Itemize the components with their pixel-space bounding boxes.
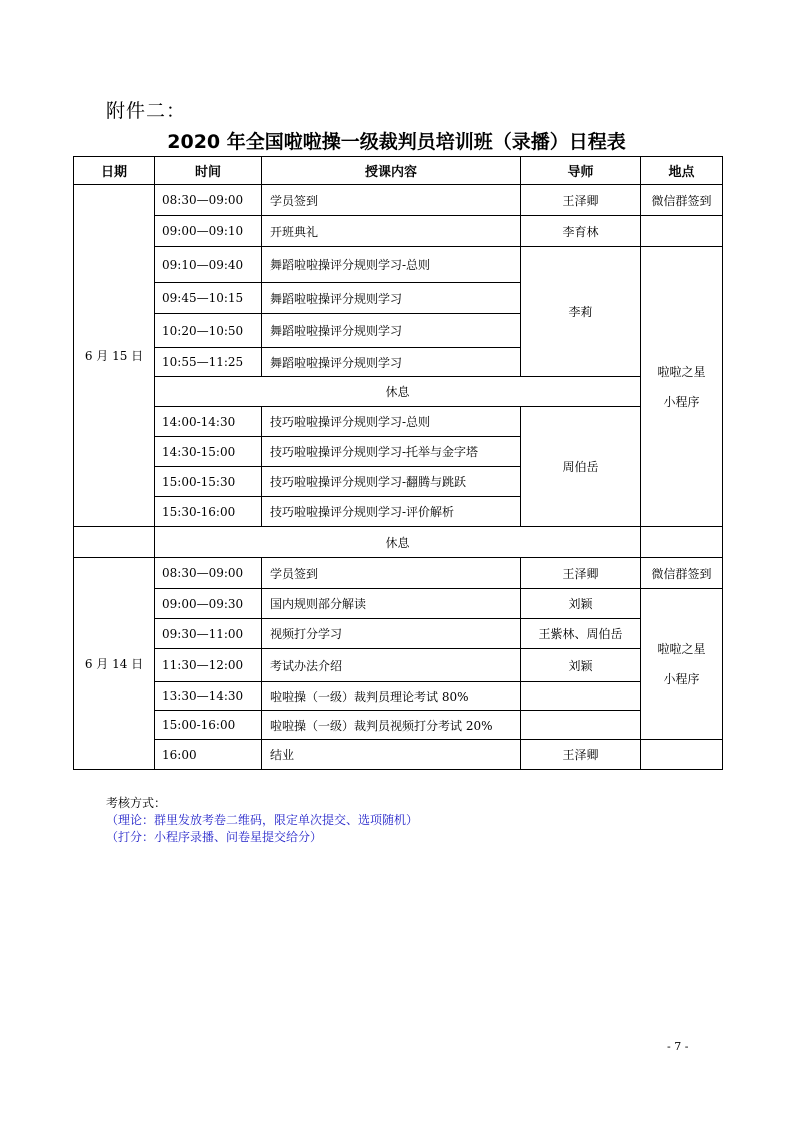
teacher-cell: 周伯岳 xyxy=(521,407,641,527)
time-cell: 08:30—09:00 xyxy=(155,185,262,216)
header-place: 地点 xyxy=(641,157,723,185)
time-cell: 08:30—09:00 xyxy=(155,558,262,589)
place-line: 小程序 xyxy=(663,394,700,409)
content-cell: 技巧啦啦操评分规则学习-总则 xyxy=(262,407,521,437)
place-cell xyxy=(641,247,723,527)
time-cell: 15:00-16:00 xyxy=(155,711,262,740)
place-cell: 微信群签到 xyxy=(641,185,723,216)
teacher-cell: 王泽卿 xyxy=(521,558,641,589)
time-cell: 09:30—11:00 xyxy=(155,619,262,649)
break-row xyxy=(74,527,723,558)
teacher-cell: 刘颖 xyxy=(521,589,641,619)
teacher-cell: 李育林 xyxy=(521,216,641,247)
time-cell: 09:00—09:30 xyxy=(155,589,262,619)
assessment-notes xyxy=(106,795,418,846)
table-row xyxy=(74,589,723,619)
date-cell: 6 月 14 日 xyxy=(74,558,155,770)
table-row xyxy=(74,407,723,437)
time-cell: 15:00-15:30 xyxy=(155,467,262,497)
header-row xyxy=(74,157,723,185)
place-line: 小程序 xyxy=(663,672,700,686)
rest-row xyxy=(74,377,723,407)
content-cell: 学员签到 xyxy=(262,185,521,216)
page-title: 2020 年全国啦啦操一级裁判员培训班（录播）日程表 xyxy=(167,131,626,153)
header-date: 日期 xyxy=(74,157,155,185)
time-cell: 09:10—09:40 xyxy=(155,247,262,283)
place-cell: 微信群签到 xyxy=(641,558,723,589)
time-cell: 14:30-15:00 xyxy=(155,437,262,467)
content-cell: 结业 xyxy=(262,740,521,770)
place-line: 啦啦之星 xyxy=(657,364,706,379)
table-row xyxy=(74,185,723,216)
content-cell: 技巧啦啦操评分规则学习-评价解析 xyxy=(262,497,521,527)
content-cell: 国内规则部分解读 xyxy=(262,589,521,619)
time-cell: 16:00 xyxy=(155,740,262,770)
table-row xyxy=(74,682,723,711)
place-line: 啦啦之星 xyxy=(657,642,706,656)
teacher-cell: 刘颖 xyxy=(521,649,641,682)
content-cell: 考试办法介绍 xyxy=(262,649,521,682)
time-cell: 10:55—11:25 xyxy=(155,348,262,377)
content-cell: 啦啦操（一级）裁判员视频打分考试 20% xyxy=(262,711,521,740)
table-row xyxy=(74,216,723,247)
attachment-label: 附件二： xyxy=(106,100,187,122)
content-cell: 舞蹈啦啦操评分规则学习 xyxy=(262,314,521,348)
content-cell: 开班典礼 xyxy=(262,216,521,247)
time-cell: 15:30-16:00 xyxy=(155,497,262,527)
teacher-cell: 王紫林、周伯岳 xyxy=(521,619,641,649)
teacher-cell: 王泽卿 xyxy=(521,740,641,770)
page-number: - 7 - xyxy=(667,1040,689,1053)
teacher-cell xyxy=(521,682,641,711)
table-row xyxy=(74,619,723,649)
rest-cell: 休息 xyxy=(155,527,641,558)
time-cell: 13:30—14:30 xyxy=(155,682,262,711)
table-row xyxy=(74,558,723,589)
time-cell: 14:00-14:30 xyxy=(155,407,262,437)
content-cell: 舞蹈啦啦操评分规则学习-总则 xyxy=(262,247,521,283)
notes-heading: 考核方式： xyxy=(106,796,167,810)
table-row xyxy=(74,247,723,283)
time-cell: 09:45—10:15 xyxy=(155,283,262,314)
content-cell: 视频打分学习 xyxy=(262,619,521,649)
notes-scoring: （打分：小程序录播、问卷星提交给分） xyxy=(106,830,323,844)
header-content: 授课内容 xyxy=(262,157,521,185)
content-cell: 技巧啦啦操评分规则学习-翻腾与跳跃 xyxy=(262,467,521,497)
time-cell: 09:00—09:10 xyxy=(155,216,262,247)
content-cell: 啦啦操（一级）裁判员理论考试 80% xyxy=(262,682,521,711)
content-cell: 技巧啦啦操评分规则学习-托举与金字塔 xyxy=(262,437,521,467)
header-teacher: 导师 xyxy=(521,157,641,185)
table-row xyxy=(74,649,723,682)
table-row xyxy=(74,740,723,770)
notes-theory: （理论：群里发放考卷二维码，限定单次提交、选项随机） xyxy=(106,813,419,827)
empty-cell xyxy=(641,527,723,558)
content-cell: 舞蹈啦啦操评分规则学习 xyxy=(262,348,521,377)
place-cell xyxy=(641,589,723,740)
rest-cell: 休息 xyxy=(155,377,641,407)
content-cell: 学员签到 xyxy=(262,558,521,589)
schedule-table xyxy=(73,156,723,770)
time-cell: 10:20—10:50 xyxy=(155,314,262,348)
place-cell xyxy=(641,216,723,247)
header-time: 时间 xyxy=(155,157,262,185)
teacher-cell: 李莉 xyxy=(521,247,641,377)
time-cell: 11:30—12:00 xyxy=(155,649,262,682)
place-cell xyxy=(641,740,723,770)
teacher-cell: 王泽卿 xyxy=(521,185,641,216)
empty-cell xyxy=(74,527,155,558)
table-row xyxy=(74,711,723,740)
date-cell: 6 月 15 日 xyxy=(74,185,155,527)
teacher-cell xyxy=(521,711,641,740)
content-cell: 舞蹈啦啦操评分规则学习 xyxy=(262,283,521,314)
